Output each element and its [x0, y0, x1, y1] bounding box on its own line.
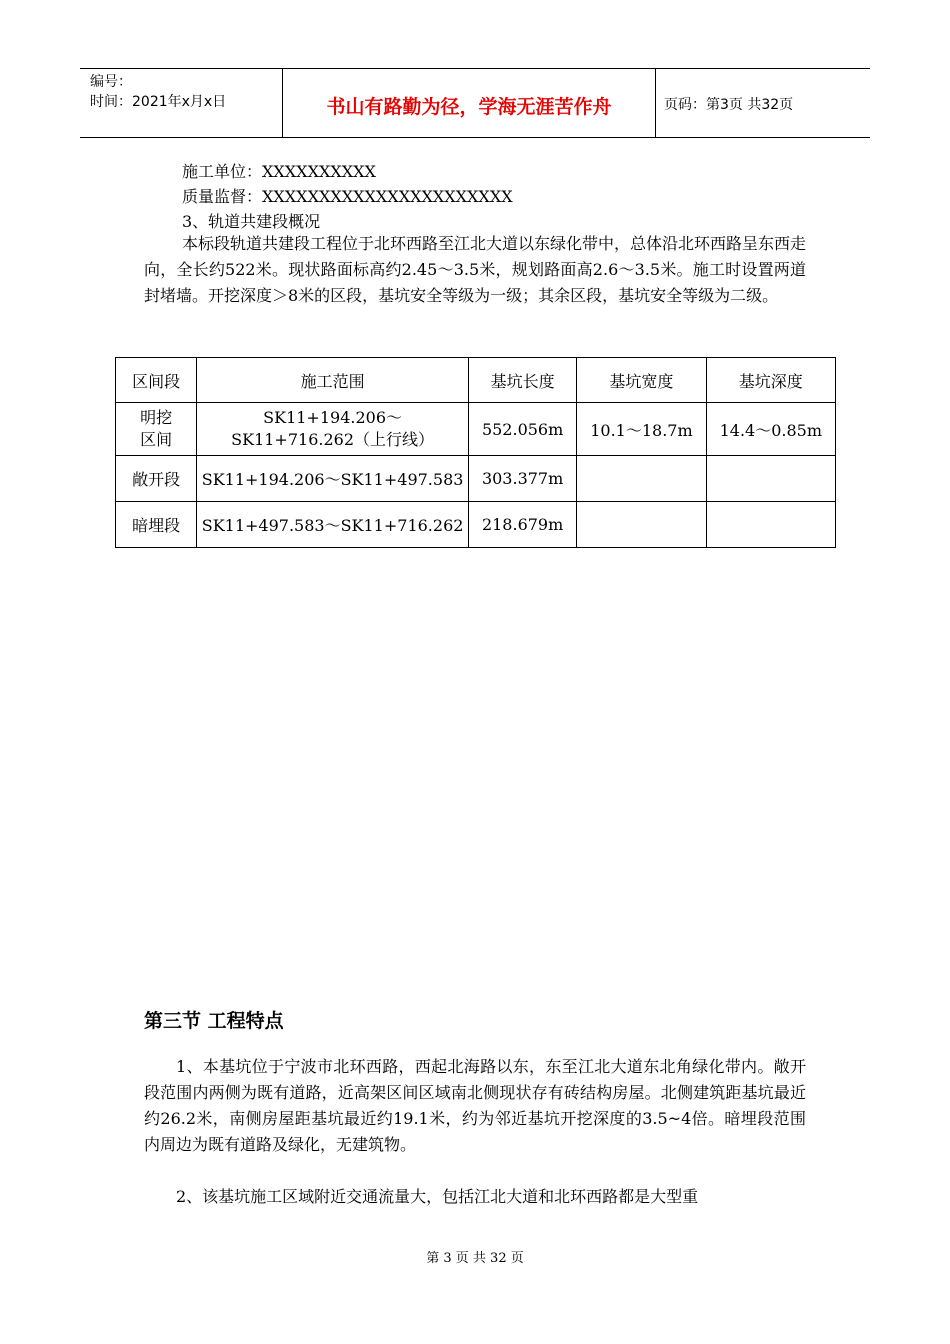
table-cell: [706, 502, 835, 548]
table-cell: 552.056m: [468, 403, 576, 456]
header-motto-cell: [283, 69, 656, 137]
table-header-cell: 基坑深度: [706, 358, 835, 403]
page-footer: 第 3 页 共 32 页: [426, 1251, 524, 1266]
table-cell: [577, 502, 706, 548]
quality-supervision: 质量监督：XXXXXXXXXXXXXXXXXXXXXX: [182, 187, 513, 206]
table-cell: [706, 456, 835, 502]
table-row: [116, 502, 836, 548]
table-header-cell: 区间段: [116, 358, 197, 403]
table-cell: 明挖 区间: [116, 403, 197, 456]
header-meta: [80, 69, 283, 137]
pit-table: [115, 357, 836, 548]
section-paragraph-1: [144, 1054, 806, 1158]
intro-paragraph-text: 本标段轨道共建段工程位于北环西路至江北大道以东绿化带中，总体沿北环西路呈东西走向，全长约522米。现状路面标高约2.45～3.5米，规划路面高2.6～3.5米。施工时设置两道封堵墙。开挖深度＞8米的区段，基坑安全等级为一级；其余区段，基坑安全等级为二级。: [144, 234, 807, 305]
section-paragraph-2: [144, 1184, 806, 1210]
page-header: [80, 68, 870, 138]
table-cell: SK11+194.206～SK11+497.583: [197, 456, 469, 502]
number-label: 编号：: [90, 74, 132, 90]
table-cell: SK11+194.206～ SK11+716.262（上行线）: [197, 403, 469, 456]
table-cell: 10.1～18.7m: [577, 403, 706, 456]
table-cell: [577, 456, 706, 502]
table-row: [116, 456, 836, 502]
table-cell: 敞开段: [116, 456, 197, 502]
construction-unit: 施工单位：XXXXXXXXXX: [182, 162, 376, 181]
table-cell: 暗埋段: [116, 502, 197, 548]
time-label: 时间：2021年x月x日: [90, 94, 227, 110]
table-cell: 218.679m: [468, 502, 576, 548]
table-cell: 303.377m: [468, 456, 576, 502]
header-page-cell: [656, 69, 870, 137]
table-header-row: [116, 358, 836, 403]
table-header-cell: 基坑长度: [468, 358, 576, 403]
table-cell: 14.4～0.85m: [706, 403, 835, 456]
section-title: 第三节 工程特点: [144, 1010, 284, 1032]
table-row: [116, 403, 836, 456]
section-heading: 3、轨道共建段概况: [182, 212, 321, 231]
section-paragraph-2-text: 2、该基坑施工区域附近交通流量大，包括江北大道和北环西路都是大型重: [176, 1187, 699, 1206]
section-paragraph-1-text: 1、本基坑位于宁波市北环西路，西起北海路以东，东至江北大道东北角绿化带内。敞开段范围内两侧为既有道路，近高架区间区域南北侧现状存有砖结构房屋。北侧建筑距基坑最近约26.2米，南侧房屋距基坑最近约19.1米，约为邻近基坑开挖深度的3.5~4倍。暗埋段范围内周边为既有道路及绿化，无建筑物。: [144, 1057, 806, 1154]
table-cell: SK11+497.583～SK11+716.262: [197, 502, 469, 548]
page-label: 页码：第3页 共32页: [664, 97, 794, 113]
motto: 书山有路勤为径，学海无涯苦作舟: [326, 96, 612, 118]
intro-paragraph: [144, 231, 806, 309]
table-header-cell: 施工范围: [197, 358, 469, 403]
table-header-cell: 基坑宽度: [577, 358, 706, 403]
